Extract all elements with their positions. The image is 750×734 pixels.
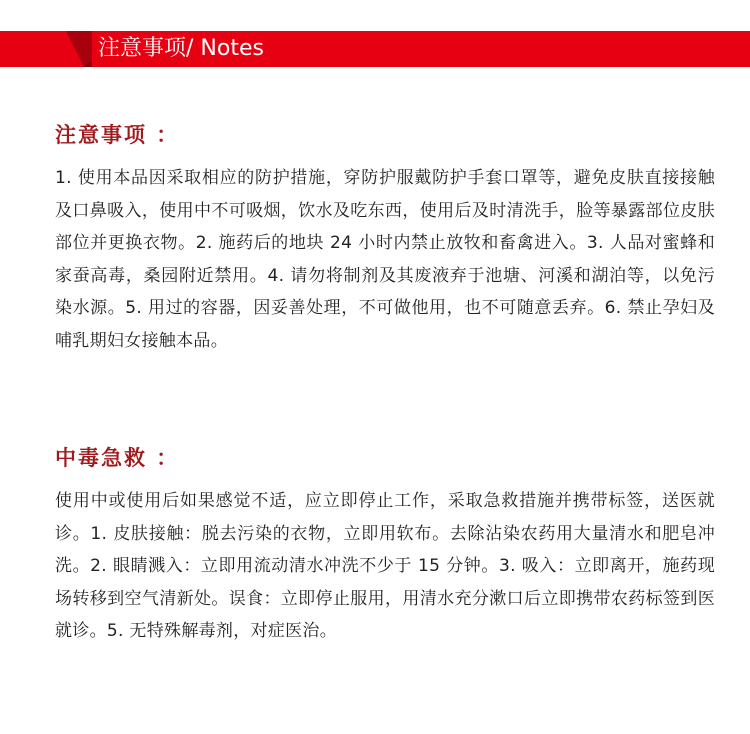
section-banner <box>0 31 750 67</box>
first-aid-text: 使用中或使用后如果感觉不适，应立即停止工作，采取急救措施并携带标签，送医就诊。1. 皮肤接触：脱去污染的衣物，立即用软布。去除沾染农药用大量清水和肥皂冲洗。2. 眼睛溅入：立即用流动清水冲洗不少于 15 分钟。3. 吸入：立即离开，施药现场转移到空气清新处。误食：立即停止服用，用清水充分漱口后立即携带农药标签到医就诊。5. 无特殊解毒剂，对症医治。 <box>55 491 715 641</box>
banner-fold-decoration <box>0 31 100 67</box>
first-aid-heading: 中毒急救 ： <box>55 446 180 470</box>
banner-title: 注意事项/ Notes <box>98 36 264 61</box>
precautions-text: 1. 使用本品因采取相应的防护措施，穿防护服戴防护手套口罩等，避免皮肤直接接触及口鼻吸入，使用中不可吸烟，饮水及吃东西，使用后及时清洗手，脸等暴露部位皮肤部位并更换衣物。2. 施药后的地块 24 小时内禁止放牧和畜禽进入。3. 人品对蜜蜂和家蚕高毒，桑园附近禁用。4. 请勿将制剂及其废液弃于池塘、河溪和湖泊等，以免污染水源。5. 用过的容器，因妥善处理，不可做他用，也不可随意丢弃。6. 禁止孕妇及哺乳期妇女接触本品。 <box>55 168 715 351</box>
precautions-heading: 注意事项 ： <box>55 123 180 147</box>
